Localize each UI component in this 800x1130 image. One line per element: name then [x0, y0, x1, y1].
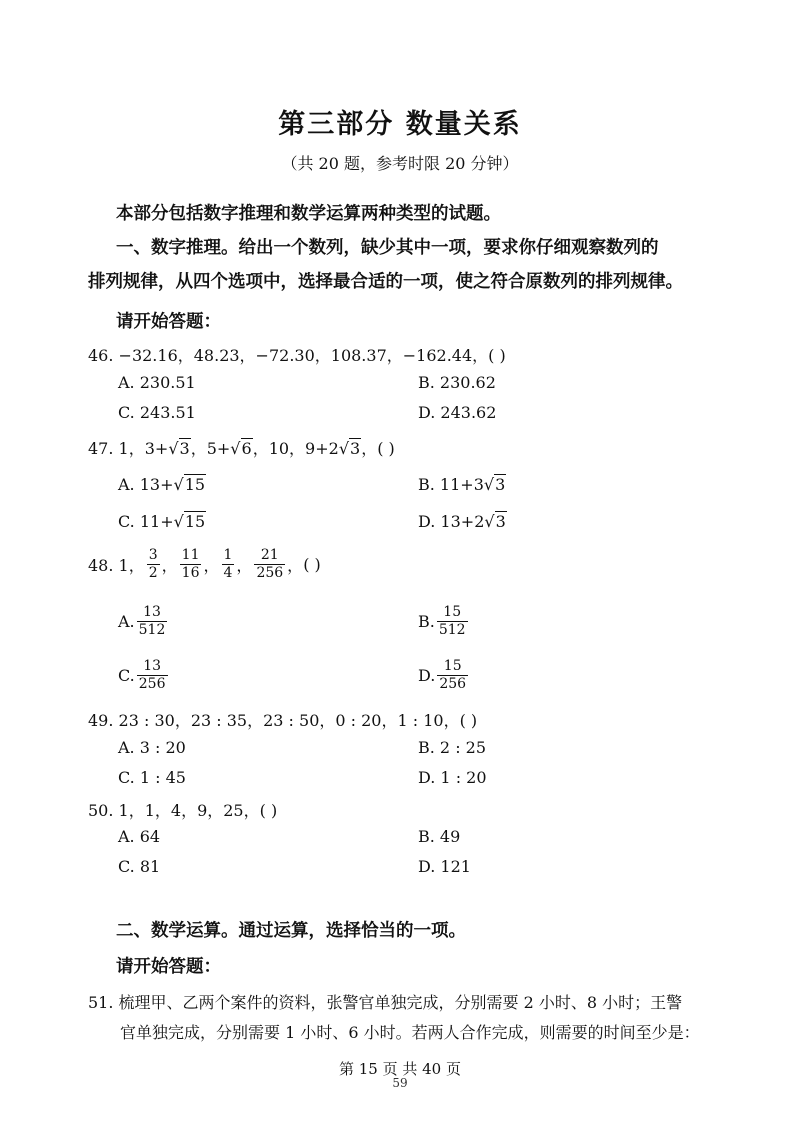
question-46-stem: 46. −32.16，48.23，−72.30，108.37，−162.44，( )	[88, 346, 506, 365]
q47-sqrt-2: √6	[230, 439, 252, 458]
question-50-stem: 50. 1，1，4，9，25，( )	[88, 801, 278, 820]
q49-option-b: B. 2 : 25	[418, 738, 487, 757]
q47-mid2: ，10，9+2	[252, 439, 339, 458]
q50-option-b: B. 49	[418, 827, 461, 846]
page-subtitle: （共 20 题，参考时限 20 分钟）	[281, 154, 519, 173]
q48-fraction-2: $\frac{11}{16}$	[181, 547, 200, 581]
question-51-line1: 51. 梳理甲、乙两个案件的资料，张警官单独完成，分别需要 2 小时、8 小时；王警	[88, 993, 683, 1012]
q49-option-c: C. 1 : 45	[118, 768, 186, 787]
question-48-stem: 48. 1， $\frac{3}{2}$ ， $\frac{11}{16}$ ， $\frac{1}{4}$ ， $\frac{21}{256}$ ， ( )	[88, 547, 321, 581]
start-prompt-2: 请开始答题：	[116, 957, 221, 977]
q47-option-a: A. 13+√15	[118, 475, 206, 494]
q48-option-b: B. $\frac{15}{512}$	[418, 604, 466, 638]
q49-option-d: D. 1 : 20	[418, 768, 487, 787]
q48-option-d: D. $\frac{15}{256}$	[418, 658, 467, 692]
q49-option-a: A. 3 : 20	[118, 738, 186, 757]
q46-option-d: D. 243.62	[418, 403, 497, 422]
q47-suffix: ，( )	[361, 439, 395, 458]
q50-option-a: A. 64	[118, 827, 161, 846]
q48-fraction-3: $\frac{1}{4}$	[223, 547, 233, 581]
page-footer: 第 15 页 共 40 页	[338, 1060, 461, 1078]
q48-fraction-1: $\frac{3}{2}$	[148, 547, 158, 581]
q50-option-c: C. 81	[118, 857, 161, 876]
q46-option-c: C. 243.51	[118, 403, 196, 422]
section2-heading: 二、数学运算。通过运算，选择恰当的一项。	[116, 921, 466, 941]
question-47-stem	[88, 436, 395, 459]
printed-page-number: 59	[392, 1076, 408, 1090]
q47-option-d: D. 13+2√3	[418, 512, 506, 531]
question-49-stem: 49. 23 : 30，23 : 35，23 : 50，0 : 20，1 : 10，( )	[88, 711, 478, 730]
q48-fraction-4: $\frac{21}{256}$	[256, 547, 284, 581]
question-51-line2: 官单独完成，分别需要 1 小时、6 小时。若两人合作完成，则需要的时间至少是：	[120, 1023, 700, 1042]
q47-sqrt-3: √3	[338, 439, 361, 458]
q48-option-a: A. $\frac{13}{512}$	[118, 604, 166, 638]
section1-instructions-line1: 一、数字推理。给出一个数列，缺少其中一项，要求你仔细观察数列的	[116, 238, 659, 258]
q46-option-a: A. 230.51	[118, 373, 196, 392]
q46-option-b: B. 230.62	[418, 373, 496, 392]
start-prompt-1: 请开始答题：	[116, 312, 221, 332]
section1-instructions-line2: 排列规律，从四个选项中，选择最合适的一项，使之符合原数列的排列规律。	[88, 272, 683, 292]
intro-line: 本部分包括数字推理和数学运算两种类型的试题。	[116, 204, 501, 224]
page-title: 第三部分 数量关系	[278, 109, 522, 140]
q47-prefix: 47. 1，3+	[88, 439, 169, 458]
q47-option-c: C. 11+√15	[118, 512, 206, 531]
q47-sqrt-1: √3	[168, 439, 190, 458]
q47-mid1: ，5+	[190, 439, 231, 458]
q50-option-d: D. 121	[418, 857, 471, 876]
q48-option-c: C. $\frac{13}{256}$	[118, 658, 166, 692]
q47-option-b: B. 11+3√3	[418, 475, 506, 494]
